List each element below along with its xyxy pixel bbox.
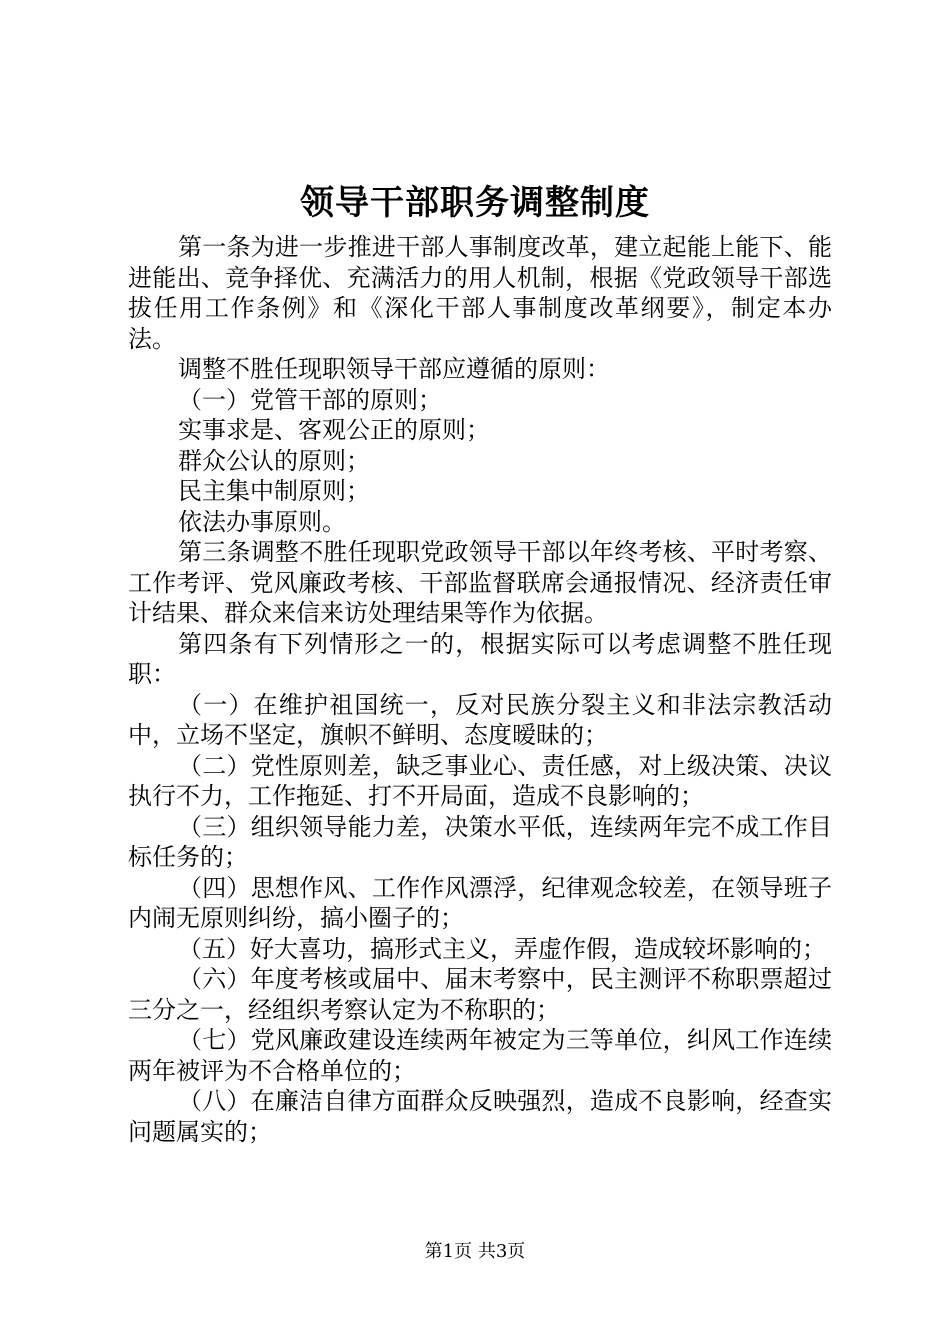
paragraph-item-1: （一）在维护祖国统一，反对民族分裂主义和非法宗教活动中，立场不坚定，旗帜不鲜明、态度暧昧的；	[128, 690, 832, 749]
paragraph-item-2: （二）党性原则差，缺乏事业心、责任感，对上级决策、决议执行不力，工作拖延、打不开局面，造成不良影响的；	[128, 751, 832, 810]
paragraph-principle-3: 群众公认的原则；	[178, 446, 370, 475]
paragraph-article-1: 第一条为进一步推进干部人事制度改革，建立起能上能下、能进能出、竞争择优、充满活力的用人机制，根据《党政领导干部选拔任用工作条例》和《深化干部人事制度改革纲要》，制定本办法。	[128, 233, 832, 353]
paragraph-principles-intro: 调整不胜任现职领导干部应遵循的原则：	[178, 355, 610, 383]
paragraph-item-7: （七）党风廉政建设连续两年被定为三等单位，纠风工作连续两年被评为不合格单位的；	[128, 1026, 832, 1085]
paragraph-item-8: （八）在廉洁自律方面群众反映强烈，造成不良影响，经查实问题属实的；	[128, 1087, 832, 1146]
paragraph-principle-1: （一）党管干部的原则；	[178, 385, 442, 414]
document-body	[128, 232, 832, 1147]
document-title: 领导干部职务调整制度	[300, 183, 650, 223]
paragraph-principle-5: 依法办事原则。	[178, 507, 346, 536]
paragraph-item-6: （六）年度考核或届中、届末考察中，民主测评不称职票超过三分之一，经组织考察认定为不称职的；	[128, 965, 832, 1024]
paragraph-item-5: （五）好大喜功，搞形式主义，弄虚作假，造成较坏影响的；	[178, 934, 826, 963]
paragraph-item-3: （三）组织领导能力差，决策水平低，连续两年完不成工作目标任务的；	[128, 812, 832, 871]
paragraph-article-4: 第四条有下列情形之一的，根据实际可以考虑调整不胜任现职：	[128, 629, 832, 688]
paragraph-principle-4: 民主集中制原则；	[178, 477, 370, 505]
paragraph-article-3: 第三条调整不胜任现职党政领导干部以年终考核、平时考察、工作考评、党风廉政考核、干部监督联席会通报情况、经济责任审计结果、群众来信来访处理结果等作为依据。	[128, 538, 832, 627]
paragraph-principle-2: 实事求是、客观公正的原则；	[178, 416, 490, 444]
paragraph-item-4: （四）思想作风、工作作风漂浮，纪律观念较差，在领导班子内闹无原则纠纷，搞小圈子的；	[128, 873, 832, 932]
page-footer: 第1页 共3页	[424, 1241, 526, 1262]
